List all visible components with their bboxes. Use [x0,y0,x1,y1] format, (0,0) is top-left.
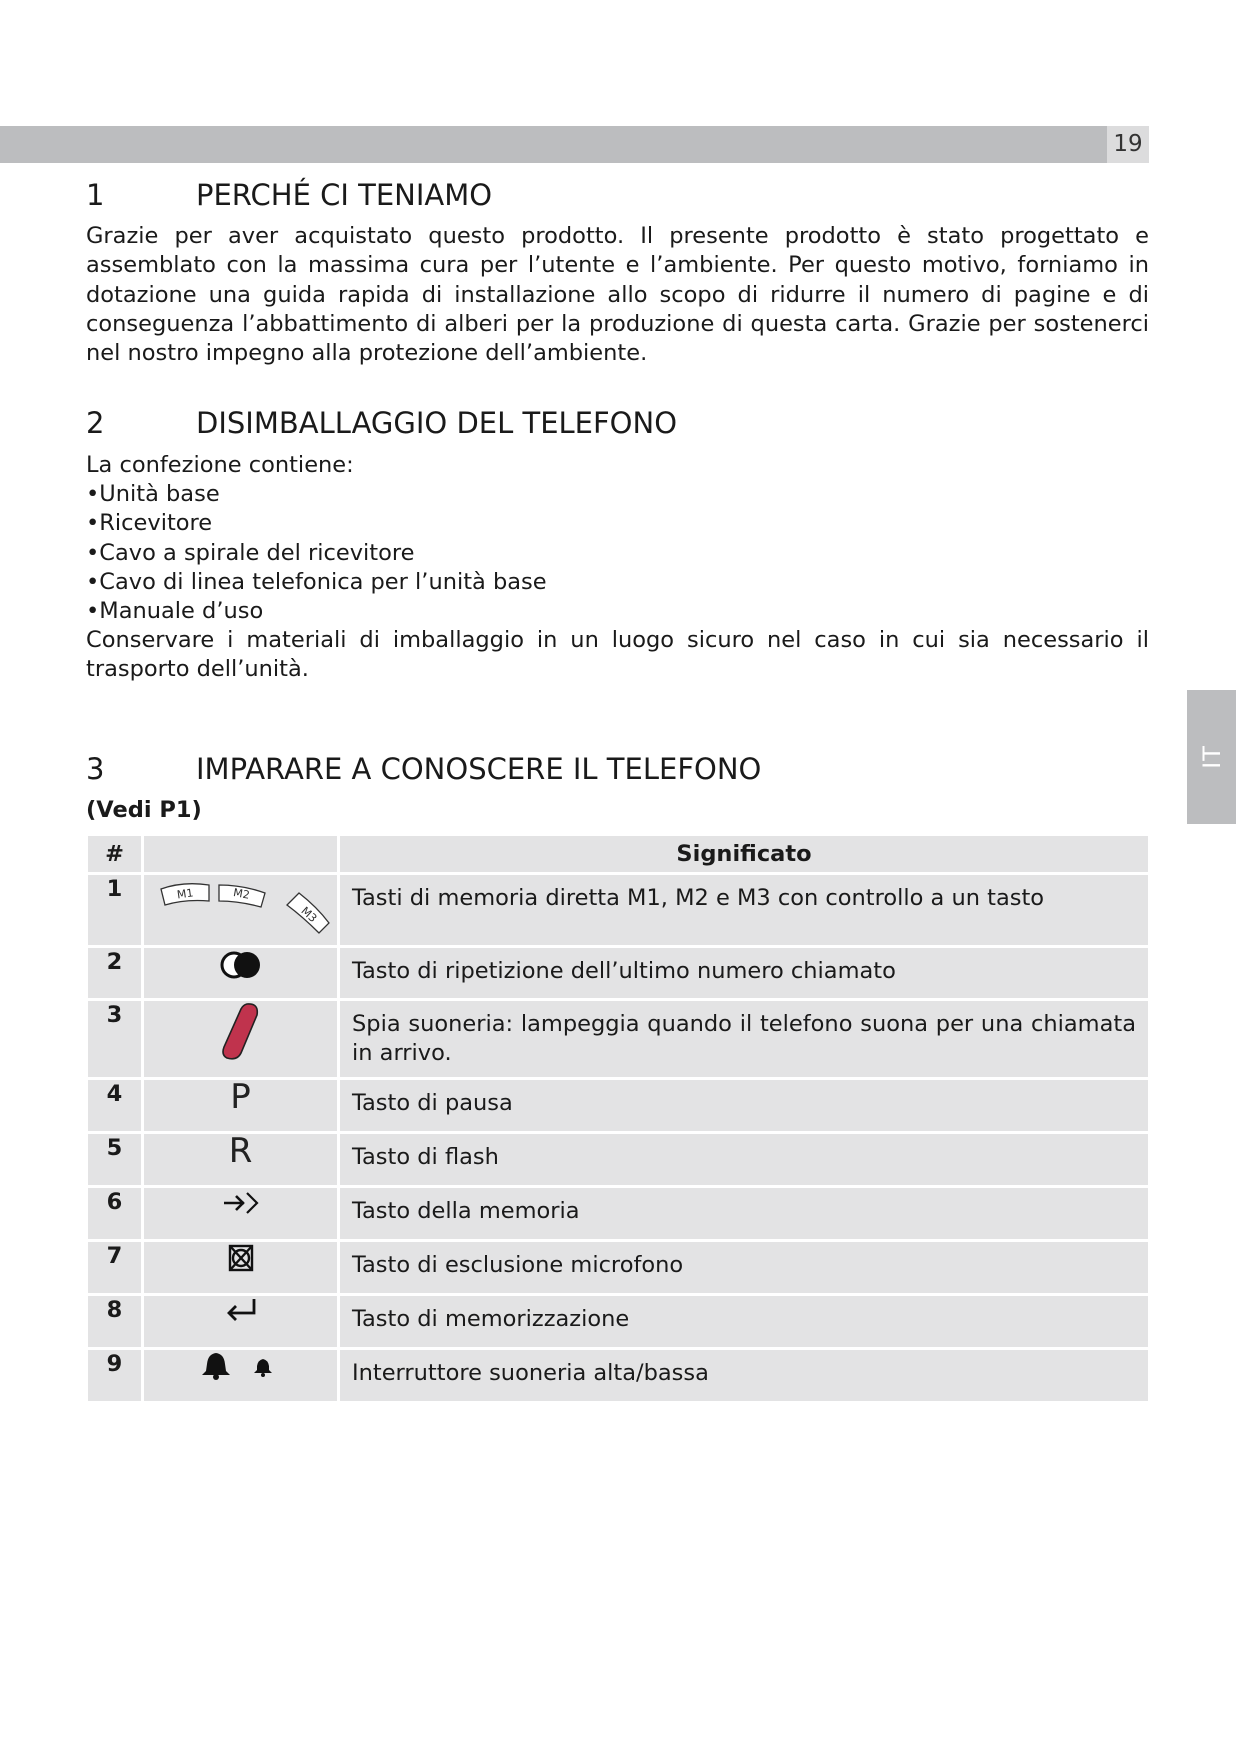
table-row [88,1296,1148,1347]
list-item: • Ricevitore [86,509,547,538]
row-meaning: Spia suoneria: lampeggia quando il telefono suona per una chiamata in arrivo. [340,1001,1148,1077]
table-row [88,948,1148,998]
section-3-heading [86,752,761,786]
section-2-title: DISIMBALLAGGIO DEL TELEFONO [196,406,678,440]
row-meaning: Tasto di flash [340,1134,1148,1185]
row-num: 6 [88,1188,141,1239]
header-num: # [88,836,141,872]
section-3-note: (Vedi P1) [86,797,202,823]
section-1-title: PERCHÉ CI TENIAMO [196,178,493,212]
row-meaning: Tasto della memoria [340,1188,1148,1239]
table-row [88,1080,1148,1131]
pause-icon: P [230,1077,251,1117]
table-row [88,1242,1148,1293]
redial-icon [218,948,264,982]
row-meaning: Tasto di ripetizione dell’ultimo numero chiamato [340,948,1148,998]
row-num: 8 [88,1296,141,1347]
mute-icon [225,1242,257,1274]
language-tab [1187,690,1236,824]
row-meaning: Interruttore suoneria alta/bassa [340,1350,1148,1401]
row-meaning: Tasto di memorizzazione [340,1296,1148,1347]
section-3-number: 3 [86,752,105,786]
m2-label: M2 [231,886,251,902]
table-row [88,1134,1148,1185]
list-item: • Cavo di linea telefonica per l’unità base [86,568,547,597]
section-1-number: 1 [86,178,105,212]
row-num: 5 [88,1134,141,1185]
table-row [88,1001,1148,1077]
package-contents-list [86,480,547,626]
row-num: 1 [88,875,141,945]
row-num: 9 [88,1350,141,1401]
row-meaning: Tasti di memoria diretta M1, M2 e M3 con controllo a un tasto [340,875,1148,945]
row-num: 7 [88,1242,141,1293]
m3-label: M3 [297,904,319,926]
row-meaning: Tasto di pausa [340,1080,1148,1131]
row-num: 3 [88,1001,141,1077]
table-row [88,1350,1148,1401]
section-3-title: IMPARARE A CONOSCERE IL TELEFONO [196,752,762,786]
header-meaning: Significato [340,836,1148,872]
section-2-outro: Conservare i materiali di imballaggio in un luogo sicuro nel caso in cui sia necessario il trasporto dell’unità. [86,627,1149,683]
header-icon [144,836,337,872]
header-bar [0,126,1107,163]
section-2-intro: La confezione contiene: [86,452,354,478]
store-icon [224,1296,258,1322]
m1-label: M1 [175,886,194,902]
page-number: 19 [1107,126,1149,163]
ring-light-icon [219,1001,263,1061]
section-2-heading [86,406,677,440]
table-row [88,875,1148,945]
section-1-heading [86,178,492,212]
flash-icon: R [228,1131,253,1171]
ringer-volume-icon [201,1350,281,1380]
section-1-body: Grazie per aver acquistato questo prodotto. Il presente prodotto è stato progettato e assemblato con la massima cura per l’utente e l’ambiente. Per questo motivo, forniamo in dotazione una guida rapida di installazione allo scopo di ridurre il numero di pagine e di conseguenza l’abbattimento di alberi per la produzione di questa carta. Grazie per sostenerci nel nostro impegno alla protezione dell’ambiente. [86,223,1149,367]
memory-keys-icon [151,875,331,939]
row-meaning: Tasto di esclusione microfono [340,1242,1148,1293]
language-tab-label: IT [1197,745,1226,769]
table-row [88,1188,1148,1239]
section-2-number: 2 [86,406,105,440]
row-num: 2 [88,948,141,998]
row-num: 4 [88,1080,141,1131]
list-item: • Cavo a spirale del ricevitore [86,539,547,568]
memory-icon [222,1188,260,1218]
keys-table [85,833,1151,1404]
list-item: • Manuale d’uso [86,597,547,626]
table-header-row [88,836,1148,872]
list-item: • Unità base [86,480,547,509]
